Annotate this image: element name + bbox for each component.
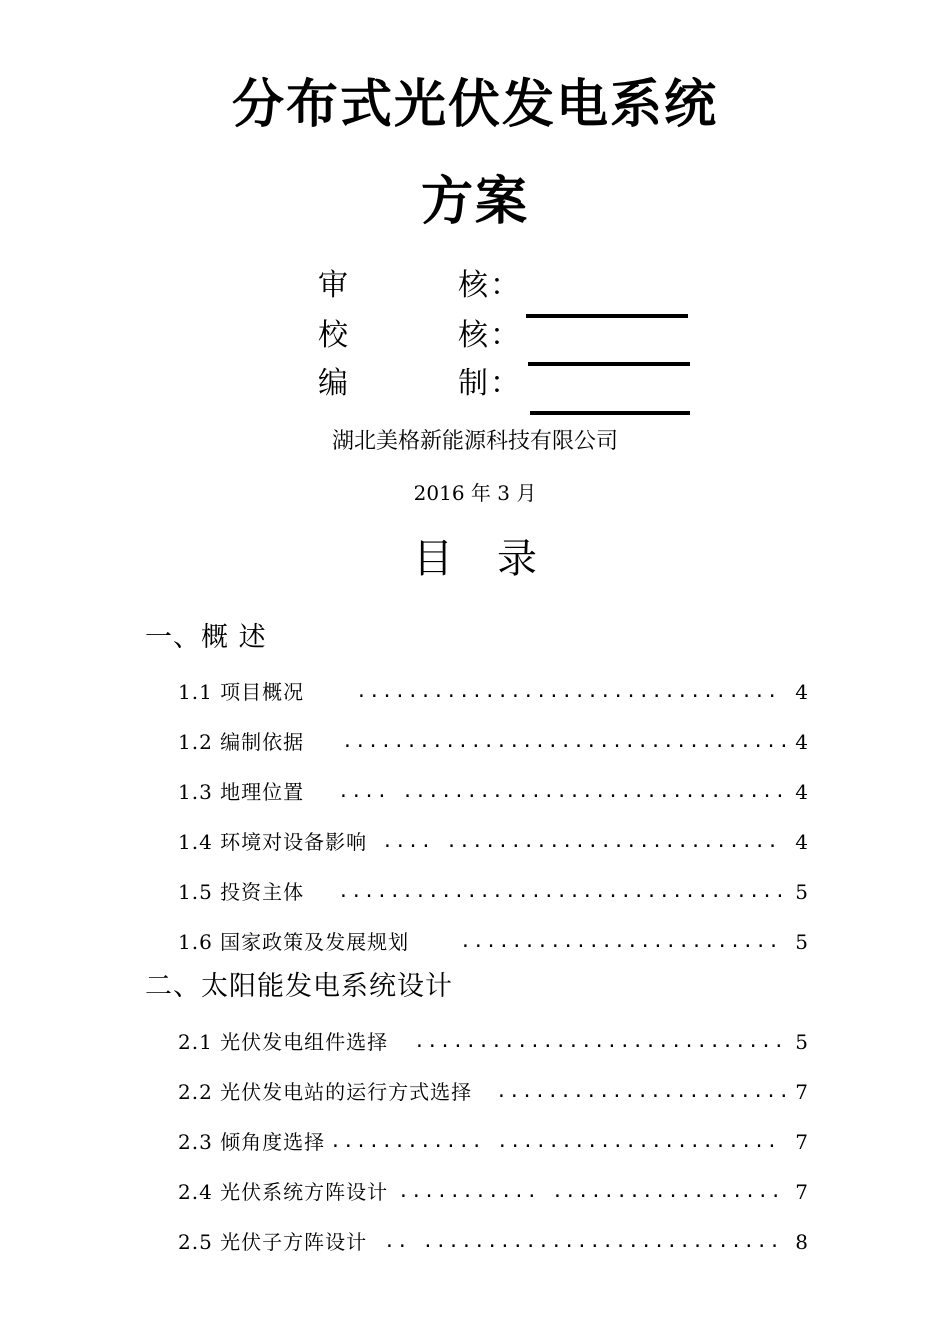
toc-leader-dots: .............................: [414, 1031, 787, 1052]
toc-entry-title: 1.4 环境对设备影响: [178, 830, 368, 854]
toc-section-heading: 二、太阳能发电系统设计: [145, 971, 453, 1002]
toc-leader-dots: .... ..........................: [382, 831, 780, 852]
toc-page-number: 7: [795, 1130, 808, 1154]
toc-entry[interactable]: [178, 677, 808, 707]
toc-entry[interactable]: [178, 1127, 808, 1157]
toc-entry-title: 1.6 国家政策及发展规划: [178, 930, 410, 954]
toc-leader-dots: .......................: [496, 1081, 792, 1102]
toc-entry-title: 1.5 投资主体: [178, 880, 305, 904]
company-name: 湖北美格新能源科技有限公司: [331, 429, 618, 454]
toc-page-number: 7: [795, 1080, 808, 1104]
toc-leader-dots: .........................: [460, 931, 781, 952]
toc-leader-dots: ............ ......................: [330, 1131, 780, 1152]
signature-line-author: [530, 411, 690, 415]
toc-title: 目录: [413, 536, 581, 582]
toc-entry[interactable]: [178, 877, 808, 907]
document-date: 2016 年 3 月: [413, 481, 537, 505]
toc-entry[interactable]: [178, 777, 808, 807]
document-title-line-1: 分布式光伏发电系统: [231, 75, 718, 135]
toc-page-number: 4: [795, 730, 808, 754]
toc-section-heading: 一、概 述: [145, 622, 267, 653]
toc-page-number: 4: [795, 830, 808, 854]
toc-entry[interactable]: [178, 1177, 808, 1207]
toc-entry-title: 1.3 地理位置: [178, 780, 305, 804]
sign-label-char-2: 制: [458, 366, 488, 401]
toc-page-number: 8: [795, 1230, 808, 1254]
toc-entry-title: 2.3 倾角度选择: [178, 1130, 326, 1154]
toc-page-number: 5: [795, 930, 808, 954]
toc-entry[interactable]: [178, 927, 808, 957]
toc-leader-dots: ...................................: [342, 731, 792, 752]
sign-label-colon: ：: [490, 268, 520, 303]
toc-entry-title: 2.5 光伏子方阵设计: [178, 1230, 368, 1254]
sign-label-char-2: 核: [458, 268, 488, 303]
toc-page-number: 5: [795, 1030, 808, 1054]
sign-label-char-1: 审: [318, 268, 348, 303]
toc-entry[interactable]: [178, 1227, 808, 1257]
sign-label-char-1: 校: [318, 318, 348, 353]
toc-page-number: 5: [795, 880, 808, 904]
toc-leader-dots: ...................................: [338, 881, 788, 902]
toc-leader-dots: ........... ..................: [398, 1181, 784, 1202]
sign-label-colon: ：: [490, 318, 520, 353]
toc-leader-dots: .. ............................: [384, 1231, 782, 1252]
toc-entry-title: 1.2 编制依据: [178, 730, 305, 754]
toc-entry[interactable]: [178, 1027, 808, 1057]
sign-row-proofread: [318, 316, 718, 360]
toc-page-number: 7: [795, 1180, 808, 1204]
sign-label-char-2: 核: [458, 318, 488, 353]
toc-page-number: 4: [795, 680, 808, 704]
toc-leader-dots: .................................: [356, 681, 780, 702]
toc-entry-title: 2.1 光伏发电组件选择: [178, 1030, 389, 1054]
document-title-line-2: 方案: [420, 172, 529, 232]
toc-entry-title: 2.4 光伏系统方阵设计: [178, 1180, 389, 1204]
toc-page-number: 4: [795, 780, 808, 804]
toc-entry-title: 2.2 光伏发电站的运行方式选择: [178, 1080, 473, 1104]
sign-label-colon: ：: [490, 366, 520, 401]
toc-entry-title: 1.1 项目概况: [178, 680, 305, 704]
toc-entry[interactable]: [178, 727, 808, 757]
toc-entry[interactable]: [178, 1077, 808, 1107]
sign-label-char-1: 编: [318, 366, 348, 401]
toc-leader-dots: .... ..............................: [338, 781, 788, 802]
sign-row-author: [318, 364, 718, 408]
sign-row-review: [318, 266, 718, 310]
toc-entry[interactable]: [178, 827, 808, 857]
